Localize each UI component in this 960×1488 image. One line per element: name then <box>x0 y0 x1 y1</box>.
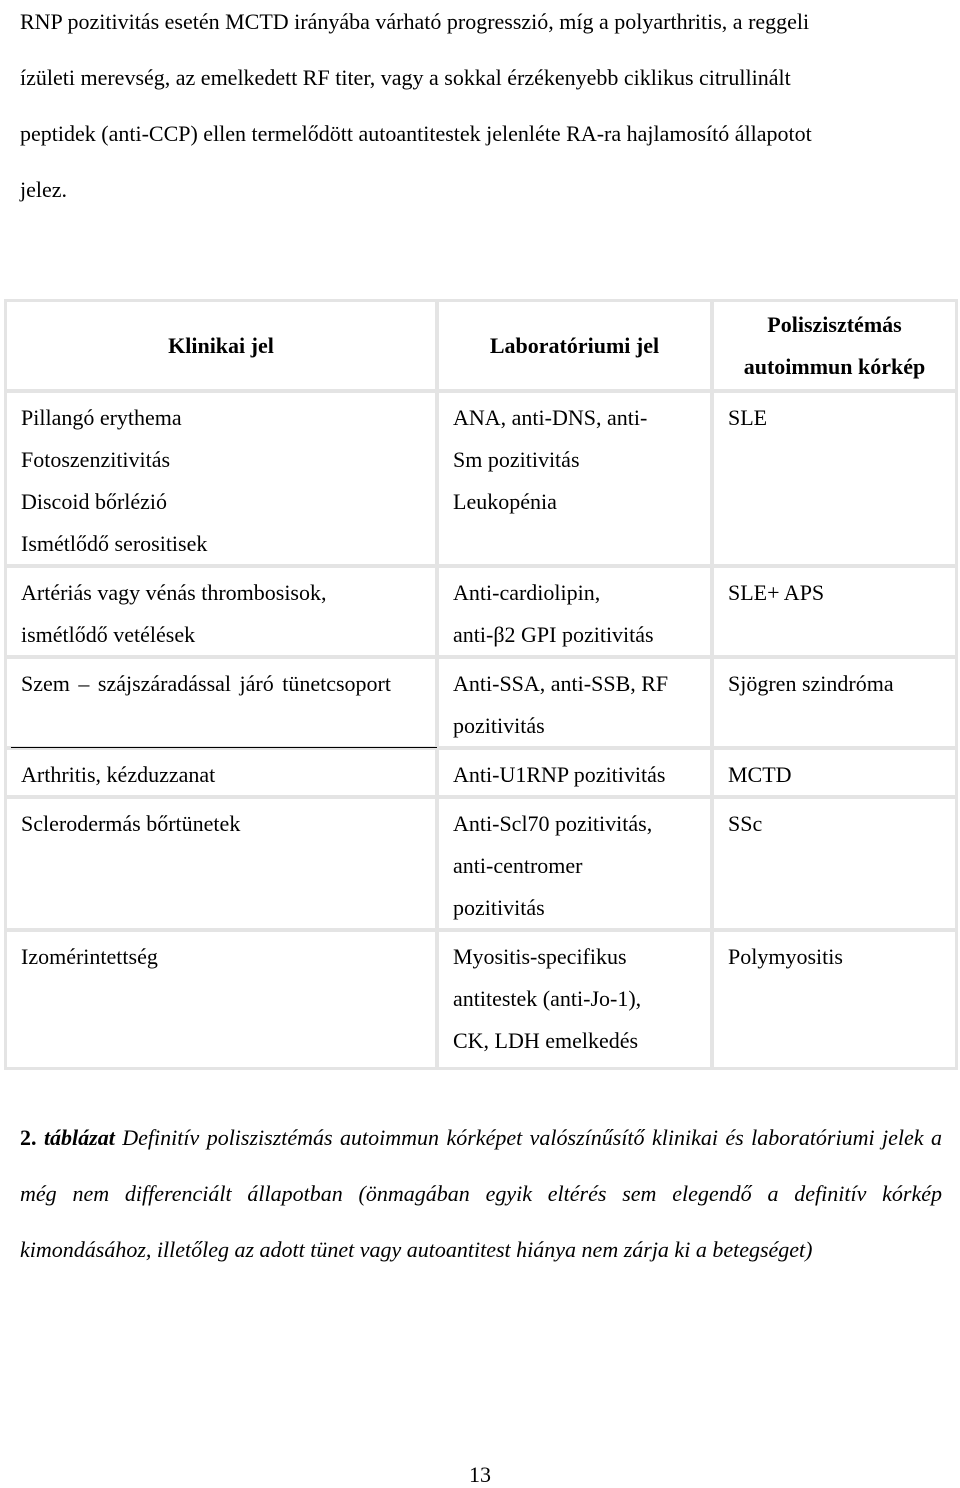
row6-lab <box>439 932 710 1067</box>
cell-line: Anti-U1RNP pozitivitás <box>453 762 666 787</box>
cell-line: SSc <box>728 811 763 836</box>
header-lab-label: Laboratóriumi jel <box>489 332 660 358</box>
cell-line: Anti-SSA, anti-SSB, RF <box>453 671 669 696</box>
row4-clinical <box>7 750 435 795</box>
cell-line: SLE+ APS <box>728 580 825 605</box>
criteria-table <box>4 299 958 1070</box>
row6-disease <box>714 932 955 1067</box>
header-disease-label-1: Poliszisztémás <box>767 311 902 337</box>
row4-disease <box>714 750 955 795</box>
caption-number: 2. <box>20 1125 37 1150</box>
caption-text: Definitív poliszisztémás autoimmun kórképet valószínűsítő klinikai és laboratóriumi jelek a még nem differenciált állapotban (önmagában egyik eltérés sem elegendő a definitív kórkép kimondásához, illetőleg az adott tünet vagy autoantitest hiánya nem zárja ki a betegséget) <box>20 1125 942 1262</box>
cell-line: Izomérintettség <box>21 944 158 969</box>
cell-line: Polymyositis <box>728 944 843 969</box>
cell-line: Myositis-specifikus <box>453 944 627 969</box>
cell-line: antitestek (anti-Jo-1), <box>453 986 642 1011</box>
cell-line: pozitivitás <box>453 713 545 738</box>
row3-clinical <box>7 659 435 746</box>
row1-lab <box>439 393 710 564</box>
intro-paragraph <box>20 0 942 218</box>
cell-line: Fotoszenzitivitás <box>21 447 171 472</box>
cell-line: anti-centromer <box>453 853 583 878</box>
intro-line: peptidek (anti-CCP) ellen termelődött autoantitestek jelenléte RA-ra hajlamosító állapotot <box>20 121 812 146</box>
cell-line: Artériás vagy vénás thrombosisok, <box>21 580 327 605</box>
header-lab <box>439 302 710 389</box>
cell-line: Discoid bőrlézió <box>21 489 168 514</box>
cell-line: anti-β2 GPI pozitivitás <box>453 622 654 647</box>
cell-line: SLE <box>728 405 768 430</box>
row4-lab <box>439 750 710 795</box>
row5-disease <box>714 799 955 928</box>
cell-line: ANA, anti-DNS, anti- <box>453 405 648 430</box>
row3-disease <box>714 659 955 746</box>
header-disease-label-2: autoimmun kórkép <box>743 353 926 379</box>
cell-line: Szem – szájszáradással járó tünetcsoport <box>21 671 391 696</box>
cell-line: Pillangó erythema <box>21 405 182 430</box>
row-divider-line <box>11 747 437 748</box>
cell-line: pozitivitás <box>453 895 545 920</box>
intro-line: RNP pozitivitás esetén MCTD irányába várható progresszió, míg a polyarthritis, a reggeli <box>20 9 810 34</box>
cell-line: Anti-Scl70 pozitivitás, <box>453 811 653 836</box>
row1-clinical <box>7 393 435 564</box>
row1-disease <box>714 393 955 564</box>
cell-line: Anti-cardiolipin, <box>453 580 601 605</box>
cell-line: Sclerodermás bőrtünetek <box>21 811 241 836</box>
row3-lab <box>439 659 710 746</box>
row2-lab <box>439 568 710 655</box>
header-clinical <box>7 302 435 389</box>
cell-line: Leukopénia <box>453 489 557 514</box>
header-clinical-label: Klinikai jel <box>168 332 274 358</box>
cell-line: ismétlődő vetélések <box>21 622 196 647</box>
row2-disease <box>714 568 955 655</box>
intro-line: jelez. <box>20 177 68 202</box>
row6-clinical <box>7 932 435 1067</box>
table-caption <box>20 1110 942 1278</box>
row5-clinical <box>7 799 435 928</box>
cell-line: CK, LDH emelkedés <box>453 1028 639 1053</box>
cell-line: MCTD <box>728 762 792 787</box>
header-disease <box>714 302 955 389</box>
intro-line: ízületi merevség, az emelkedett RF titer, vagy a sokkal érzékenyebb ciklikus citrullinált <box>20 65 791 90</box>
page-number: 13 <box>469 1462 491 1487</box>
cell-line: Ismétlődő serositisek <box>21 531 208 556</box>
row5-lab <box>439 799 710 928</box>
caption-label: táblázat <box>43 1125 115 1150</box>
cell-line: Arthritis, kézduzzanat <box>21 762 216 787</box>
cell-line: Sm pozitivitás <box>453 447 580 472</box>
cell-line: Sjögren szindróma <box>728 671 894 696</box>
row2-clinical <box>7 568 435 655</box>
